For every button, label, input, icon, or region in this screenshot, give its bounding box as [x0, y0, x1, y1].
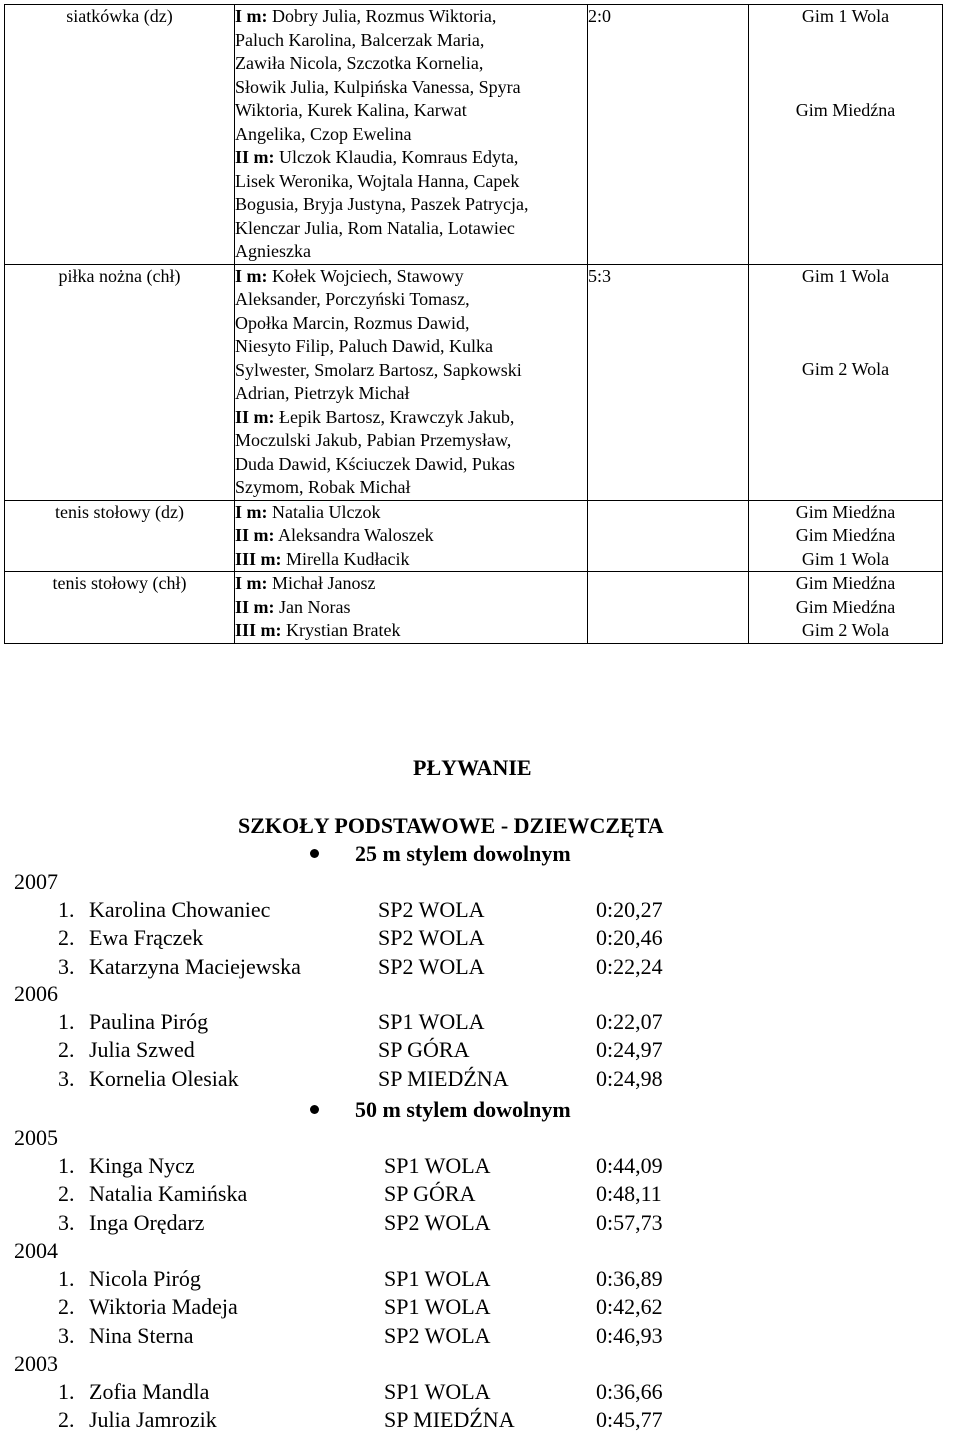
bullet-icon [310, 1105, 319, 1114]
team-name: Gim 1 Wola [801, 6, 890, 26]
player-names: Lisek Weronika, Wojtala Hanna, Capek [235, 170, 520, 191]
result-time: 0:57,73 [596, 1209, 663, 1235]
sport-name: tenis stołowy (dz) [5, 500, 235, 572]
player-names: Mirella Kudłacik [286, 548, 410, 569]
result-time: 0:20,46 [596, 925, 663, 951]
event-name: 25 m stylem dowolnym [355, 841, 571, 866]
player-line [235, 123, 587, 147]
result-time: 0:24,98 [596, 1065, 663, 1091]
player-names: Bogusia, Bryja Justyna, Paszek Patrycja, [235, 194, 529, 214]
player-line [235, 288, 587, 312]
player-names: Zawiła Nicola, Szczotka Kornelia, [235, 53, 484, 73]
result-row [0, 1294, 960, 1320]
result-row [0, 1066, 960, 1092]
player-line [235, 52, 587, 76]
table-row [5, 572, 943, 644]
place-level: I m: [235, 501, 268, 522]
player-line [235, 548, 587, 572]
place-level: II m: [235, 406, 275, 427]
player-line [235, 170, 587, 194]
school-name: SP1 WOLA [384, 1379, 491, 1405]
table-row [5, 5, 943, 265]
player-names: Sylwester, Smolarz Bartosz, Sapkowski [235, 359, 522, 380]
result-time: 0:45,77 [596, 1407, 663, 1433]
match-score: 2:0 [588, 5, 749, 265]
result-place: 3. [58, 1322, 75, 1348]
school-name: SP2 WOLA [384, 1209, 491, 1235]
event-heading [310, 1097, 571, 1123]
swimmer-name: Ewa Frączek [89, 925, 204, 951]
swimmer-name: Inga Orędarz [89, 1209, 205, 1235]
swimmer-name: Paulina Piróg [89, 1009, 209, 1035]
player-line [235, 359, 587, 383]
school-name: SP GÓRA [384, 1181, 476, 1207]
sport-name: siatkówka (dz) [5, 5, 235, 265]
swimmer-name: Katarzyna Maciejewska [89, 953, 301, 979]
player-line [235, 382, 587, 406]
swimmer-name: Kornelia Olesiak [89, 1065, 239, 1091]
match-score [588, 572, 749, 644]
place-level: III m: [235, 620, 282, 640]
player-names: Agnieszka [235, 241, 311, 261]
result-time: 0:36,66 [596, 1379, 663, 1405]
match-score [588, 500, 749, 572]
result-row [0, 1379, 960, 1405]
result-place: 3. [58, 953, 75, 979]
result-place: 3. [58, 1065, 75, 1091]
school-name: SP MIEDŹNA [378, 1065, 509, 1091]
result-row [0, 1407, 960, 1433]
player-line [235, 29, 587, 53]
result-place: 2. [58, 1407, 75, 1433]
player-names: Szymom, Robak Michał [235, 477, 411, 497]
team-name: Gim Miedźna [795, 501, 896, 522]
result-row [0, 897, 960, 923]
school-name: SP GÓRA [378, 1037, 470, 1063]
event-heading [310, 841, 571, 867]
spacer [749, 288, 942, 358]
player-names: Dobry Julia, Rozmus Wiktoria, [272, 6, 497, 26]
result-row [0, 1009, 960, 1035]
player-names: Paluch Karolina, Balcerzak Maria, [235, 29, 485, 50]
players-cell [235, 572, 588, 644]
player-names: Łepik Bartosz, Krawczyk Jakub, [279, 406, 515, 427]
team-name: Gim Miedźna [795, 99, 896, 120]
player-names: Natalia Ulczok [272, 501, 381, 522]
player-names: Wiktoria, Kurek Kalina, Karwat [235, 100, 467, 120]
result-row [0, 1153, 960, 1179]
player-line [235, 76, 587, 100]
team-name: Gim 2 Wola [801, 359, 890, 379]
year-label: 2003 [14, 1351, 58, 1376]
team-name: Gim 1 Wola [801, 548, 890, 569]
match-score: 5:3 [588, 264, 749, 500]
school-name: SP1 WOLA [378, 1009, 485, 1035]
player-line [235, 5, 587, 29]
result-place: 1. [58, 1379, 75, 1405]
teams-cell [749, 572, 943, 644]
result-row [0, 1266, 960, 1292]
year-label: 2006 [14, 981, 58, 1006]
school-name: SP2 WOLA [378, 953, 485, 979]
result-row [0, 1037, 960, 1063]
result-row [0, 954, 960, 980]
swimming-subtitle: SZKOŁY PODSTAWOWE - DZIEWCZĘTA [238, 813, 664, 838]
player-names: Aleksandra Waloszek [278, 525, 434, 545]
school-name: SP2 WOLA [384, 1322, 491, 1348]
result-place: 1. [58, 1009, 75, 1035]
result-row [0, 1181, 960, 1207]
result-row [0, 1323, 960, 1349]
swimmer-name: Nina Sterna [89, 1322, 194, 1348]
swimmer-name: Wiktoria Madeja [89, 1294, 238, 1320]
player-line [235, 406, 587, 430]
sport-name: tenis stołowy (chł) [5, 572, 235, 644]
player-line [235, 453, 587, 477]
spacer [749, 29, 942, 99]
player-names: Adrian, Pietrzyk Michał [235, 383, 410, 403]
result-time: 0:46,93 [596, 1322, 663, 1348]
place-level: II m: [235, 525, 275, 545]
player-line [235, 99, 587, 123]
player-names: Słowik Julia, Kulpińska Vanessa, Spyra [235, 76, 521, 97]
swimmer-name: Julia Szwed [89, 1037, 195, 1063]
year-label: 2004 [14, 1238, 58, 1263]
swimmer-name: Nicola Piróg [89, 1266, 201, 1292]
result-time: 0:36,89 [596, 1266, 663, 1292]
result-time: 0:24,97 [596, 1037, 663, 1063]
table-row [5, 264, 943, 500]
event-name: 50 m stylem dowolnym [355, 1097, 571, 1122]
result-time: 0:44,09 [596, 1153, 663, 1179]
player-line [235, 265, 587, 289]
team-name: Gim 2 Wola [801, 620, 890, 640]
player-line [235, 476, 587, 500]
player-line [235, 524, 587, 548]
player-line [235, 572, 587, 596]
player-names: Jan Noras [279, 596, 351, 617]
swimmer-name: Julia Jamrozik [89, 1407, 217, 1433]
teams-cell [749, 500, 943, 572]
player-line [235, 312, 587, 336]
place-level: II m: [235, 596, 275, 617]
player-names: Niesyto Filip, Paluch Dawid, Kulka [235, 336, 493, 356]
player-names: Aleksander, Porczyński Tomasz, [235, 289, 470, 309]
result-place: 1. [58, 1153, 75, 1179]
sport-name: piłka nożna (chł) [5, 264, 235, 500]
place-level: I m: [235, 265, 268, 286]
year-label: 2007 [14, 869, 58, 894]
player-line [235, 335, 587, 359]
result-time: 0:20,27 [596, 897, 663, 923]
result-place: 2. [58, 1181, 75, 1207]
player-line [235, 217, 587, 241]
result-place: 2. [58, 1294, 75, 1320]
result-time: 0:22,24 [596, 953, 663, 979]
player-line [235, 240, 587, 264]
result-row [0, 1210, 960, 1236]
place-level: II m: [235, 147, 275, 167]
player-line [235, 501, 587, 525]
player-line [235, 193, 587, 217]
player-names: Ulczok Klaudia, Komraus Edyta, [279, 147, 519, 167]
school-name: SP1 WOLA [384, 1294, 491, 1320]
result-place: 2. [58, 925, 75, 951]
player-line [235, 146, 587, 170]
swimmer-name: Kinga Nycz [89, 1153, 195, 1179]
player-line [235, 596, 587, 620]
result-time: 0:48,11 [596, 1181, 662, 1207]
player-names: Kołek Wojciech, Stawowy [272, 265, 464, 286]
team-name: Gim Miedźna [795, 525, 896, 545]
year-label: 2005 [14, 1125, 58, 1150]
results-table [4, 4, 943, 644]
school-name: SP2 WOLA [378, 925, 485, 951]
swimmer-name: Karolina Chowaniec [89, 897, 271, 923]
player-names: Duda Dawid, Kściuczek Dawid, Pukas [235, 453, 515, 474]
team-name: Gim 1 Wola [801, 265, 890, 286]
team-name: Gim Miedźna [795, 573, 896, 593]
place-level: III m: [235, 548, 282, 569]
result-time: 0:42,62 [596, 1294, 663, 1320]
teams-cell [749, 264, 943, 500]
result-row [0, 925, 960, 951]
result-place: 2. [58, 1037, 75, 1063]
result-place: 3. [58, 1209, 75, 1235]
results-table-body [5, 5, 943, 644]
place-level: I m: [235, 6, 268, 26]
player-names: Krystian Bratek [286, 620, 401, 640]
player-names: Angelika, Czop Ewelina [235, 123, 412, 144]
swimmer-name: Zofia Mandla [89, 1379, 210, 1405]
player-line [235, 619, 587, 643]
school-name: SP1 WOLA [384, 1266, 491, 1292]
player-names: Moczulski Jakub, Pabian Przemysław, [235, 430, 512, 450]
swimming-title: PŁYWANIE [413, 755, 532, 780]
player-names: Opołka Marcin, Rozmus Dawid, [235, 312, 470, 333]
team-name: Gim Miedźna [795, 596, 896, 617]
players-cell [235, 500, 588, 572]
school-name: SP1 WOLA [384, 1153, 491, 1179]
place-level: I m: [235, 573, 268, 593]
school-name: SP MIEDŹNA [384, 1407, 515, 1433]
result-time: 0:22,07 [596, 1009, 663, 1035]
player-line [235, 429, 587, 453]
bullet-icon [310, 849, 319, 858]
player-names: Klenczar Julia, Rom Natalia, Lotawiec [235, 217, 515, 238]
table-row [5, 500, 943, 572]
result-place: 1. [58, 1266, 75, 1292]
player-names: Michał Janosz [272, 573, 376, 593]
result-place: 1. [58, 897, 75, 923]
players-cell [235, 5, 588, 265]
players-cell [235, 264, 588, 500]
school-name: SP2 WOLA [378, 897, 485, 923]
teams-cell [749, 5, 943, 265]
swimmer-name: Natalia Kamińska [89, 1181, 248, 1207]
